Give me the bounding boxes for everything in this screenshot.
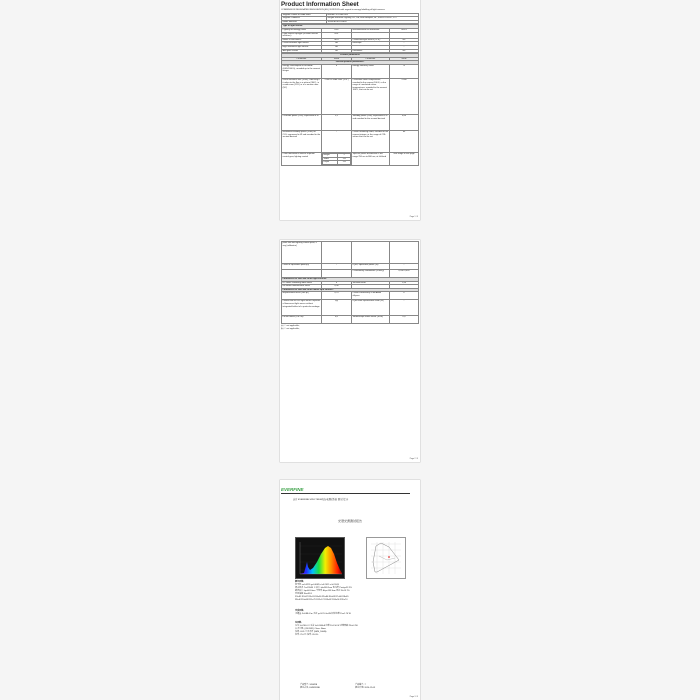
everfine-logo: EVERFINE — [281, 487, 304, 492]
cie-locus — [373, 543, 399, 572]
type-row: Mains or non-mains: MLS Connected light source (CLS): No — [282, 38, 419, 42]
param-row: Chromaticity coordinates (x and y) 0,430 0,409 — [282, 270, 419, 278]
color-line: R9=6 R10=68 R11=79 R12=57 R13=82 R14=96 R15=74 — [295, 599, 348, 601]
color-line: 相关色温 Tc=2994K 主波长 λd=583.5nm 色纯度 Purity=52.2% — [295, 587, 352, 589]
header-rule — [281, 493, 410, 494]
color-line: 显色指数 Ra=81.8 — [295, 593, 312, 595]
type-row: Anti-glare shield: No Dimmable: No — [282, 49, 419, 53]
parameters-table: Product parameters Parameter Value Parameter Value General product parameters: Energy consumption in on-mode (kWh/1000 h), rounded up to the nearest integer 6 Energy efficiency class G Useful luminous flux (Φuse), indicating if it refers to the flux in a sphere (360°), in a wide cone (120°) or in a narrow cone (90°) 5 880 in Wide cone (120°) Correlated colour temperature, rounded to the nearest 100 K, or the range of correlated colour temperatures, rounded to the nearest 100 K, that can be set 3 000 On-mode power (Pon), expressed in W 5,5 Standby power (Psb), expressed in W and rounded to the second decimal 0,00 Networked standby power (Pnet) for CLS, expressed in W and rounded to the second decimal - Colour rendering index, rounded to the nearest integer, or the range of CRI-values that can be set 80 Outer dimensions without separate control gear, lighting control Height 2 Width 115 Depth 115 Spectral power distribution in the range 250 nm to 800 nm, at full-load See image in last page — [281, 53, 419, 166]
page-3 — [280, 480, 420, 700]
type-table — [281, 24, 419, 53]
dimensions-subtable: Height 2 Width 115 Depth 115 — [322, 153, 351, 165]
param-row: On-mode power (Pon), expressed in W 5,5 Standby power (Psb), expressed in W and rounded to the second decimal 0,00 — [282, 114, 419, 130]
cie-diagram — [366, 537, 406, 579]
param-row: Claim of equivalent power(a) - If yes, equivalent power (W) - — [282, 264, 419, 270]
photo-params-label: 光度参数: — [295, 610, 305, 612]
cie-point — [388, 556, 390, 558]
continued-table: parts and non-lighting control parts, if any (millimetre) Claim of equivalent power(a) - If yes, equivalent power (W) - Chromaticity coordinates (x and y) 0,430 0,409 Parameters for LED and OLED light sources: R9 colour rendering index value 6 Survival factor 1,00 the lumen maintenance factor 0,96 Parameters for LED and OLED mains light sources: displacement factor (cos φ1) 0,70 Colour consistency in McAdam ellipses 6 Claims that an LED light source replaces a fluorescent light source without integrated ballast of a particular wattage. -(b) If yes then replacement claim (W) - Flicker metric (Pst LM) 0,0 Stroboscopic effect metric (SVM) 0,0 — [281, 241, 419, 324]
elec-params-label: 电参数: — [295, 622, 302, 624]
type-row: Light source cap-type (or other electric interface) E14 — [282, 32, 419, 38]
footnote: (a) '-': not applicable; — [281, 325, 300, 328]
footer-line: 测试日期: 2020-12-03 — [355, 687, 376, 689]
spectrum-curve — [300, 546, 342, 574]
regulation-subtitle: COMMISSION DELEGATED REGULATION (EU) 2019/2015 with regard to energy labelling of light sources — [281, 9, 385, 11]
elec-line: 温度: 25.4℃ 湿度: 65.0% — [295, 634, 319, 636]
supplier-row: Supplier's name or trade mark: BRIGHTSTLIGHTING — [282, 13, 419, 17]
param-row: Energy consumption in on-mode (kWh/1000 h), rounded up to the nearest integer 6 Energy efficiency class G — [282, 64, 419, 78]
elec-line: 白光分级: (CIE1931) Class: None — [295, 628, 326, 630]
color-line: 色坐标 x=0.4295 y=0.4085 u'=0.2415 v'=0.5169 — [295, 584, 339, 586]
page-2 — [280, 240, 420, 462]
color-line: 峰值波长 λp=601.0nm 半宽度 Δλp=135.3nm 色比 R=19.7% — [295, 590, 350, 592]
spectrum-graph — [295, 537, 345, 579]
type-header: Type of light source: — [282, 25, 419, 29]
footnote: (b) '-': not applicable; — [281, 327, 300, 330]
param-row: Useful luminous flux (Φuse), indicating if it refers to the flux in a sphere (360°), in a wide cone (120°) or in a narrow cone (90°) 5 880 in Wide cone (120°) Correlated colour temperature, rounded to the nearest 100 K, or the range of correlated colour temperatures, rounded to the nearest 100 K, that can be set 3 000 — [282, 78, 419, 114]
param-row: Flicker metric (Pst LM) 0,0 Stroboscopic effect metric (SVM) 0,0 — [282, 316, 419, 324]
type-row: Colour-tuneable light source: No Envelope: - — [282, 42, 419, 46]
photo-line: 光通量 Φ=588.0 lm 光效 η=107.0 lm/W 辐射功率 Pe=1.76 W — [295, 613, 351, 615]
page-1 — [280, 0, 420, 220]
report-title: 光谱光源测试报告 — [337, 519, 362, 523]
footer-line: 产品编号: 7 — [355, 684, 366, 686]
mains-header: Parameters for LED and OLED mains light sources: — [282, 288, 419, 292]
supplier-row: Model identifier: SDWKBUSLPUHRB — [282, 20, 419, 24]
supplier-table — [281, 13, 419, 25]
page-number: Page 1 / 3 — [409, 216, 418, 218]
elec-line: 仪器: LED 分光光谱 (SMS_500/A) — [295, 631, 327, 633]
footer-line: 测试人员: EVERFINE — [300, 687, 320, 689]
params-header: Product parameters — [282, 54, 419, 58]
cie-svg — [367, 538, 405, 578]
led-header: Parameters for LED and OLED light sources: — [282, 278, 419, 282]
type-row: Lighting technology used: LED Non-directional or directional: NDLS — [282, 29, 419, 33]
param-row: R9 colour rendering index value 6 Survival factor 1,00 — [282, 281, 419, 285]
report-header: 远方 EVERFINE SPECTRUM光色电测试系统 测 试 报 告 — [293, 499, 349, 501]
page-number: Page 2 / 3 — [409, 458, 418, 460]
outer-dimensions-row: Outer dimensions without separate control gear, lighting control Height 2 Width 115 Depth 115 Spectral power distribution in the range 250 nm to 800 nm, at full-load See image in last page — [282, 152, 419, 165]
param-row: Claims that an LED light source replaces a fluorescent light source without integrated ballast of a particular wattage. -(b) If yes then replacement claim (W) - — [282, 300, 419, 316]
spectrum-svg — [296, 538, 344, 578]
color-params-label: 颜色参数: — [295, 581, 305, 583]
color-line: R1=81 R2=87 R3=93 R4=80 R5=80 R6=83 R7=86 R8=65 — [295, 596, 349, 598]
type-row: High luminance light source: No - — [282, 45, 419, 49]
general-header: General product parameters: — [282, 61, 419, 65]
param-row: Networked standby power (Pnet) for CLS, expressed in W and rounded to the second decimal - Colour rendering index, rounded to the nearest integer, or the range of CRI-values that can be set 80 — [282, 130, 419, 152]
sheet-title: Product Information Sheet — [281, 1, 359, 8]
param-row: displacement factor (cos φ1) 0,70 Colour consistency in McAdam ellipses 6 — [282, 292, 419, 300]
param-row: the lumen maintenance factor 0,96 — [282, 285, 419, 289]
elec-line: 电压 U=230.0 V 电流 I=0.0340 A 功率 P=5.50 W 功率因数 PF=0.700 — [295, 625, 358, 627]
supplier-row: Supplier's address: Ningbo Hansuow Lighting Co., Ltd, Huai Hiaquan, NL, FLAT/DCGRST, 279 — [282, 17, 419, 21]
footer-line: 产品型号: SDWKB — [300, 684, 318, 686]
page-number: Page 3 / 3 — [409, 696, 418, 698]
